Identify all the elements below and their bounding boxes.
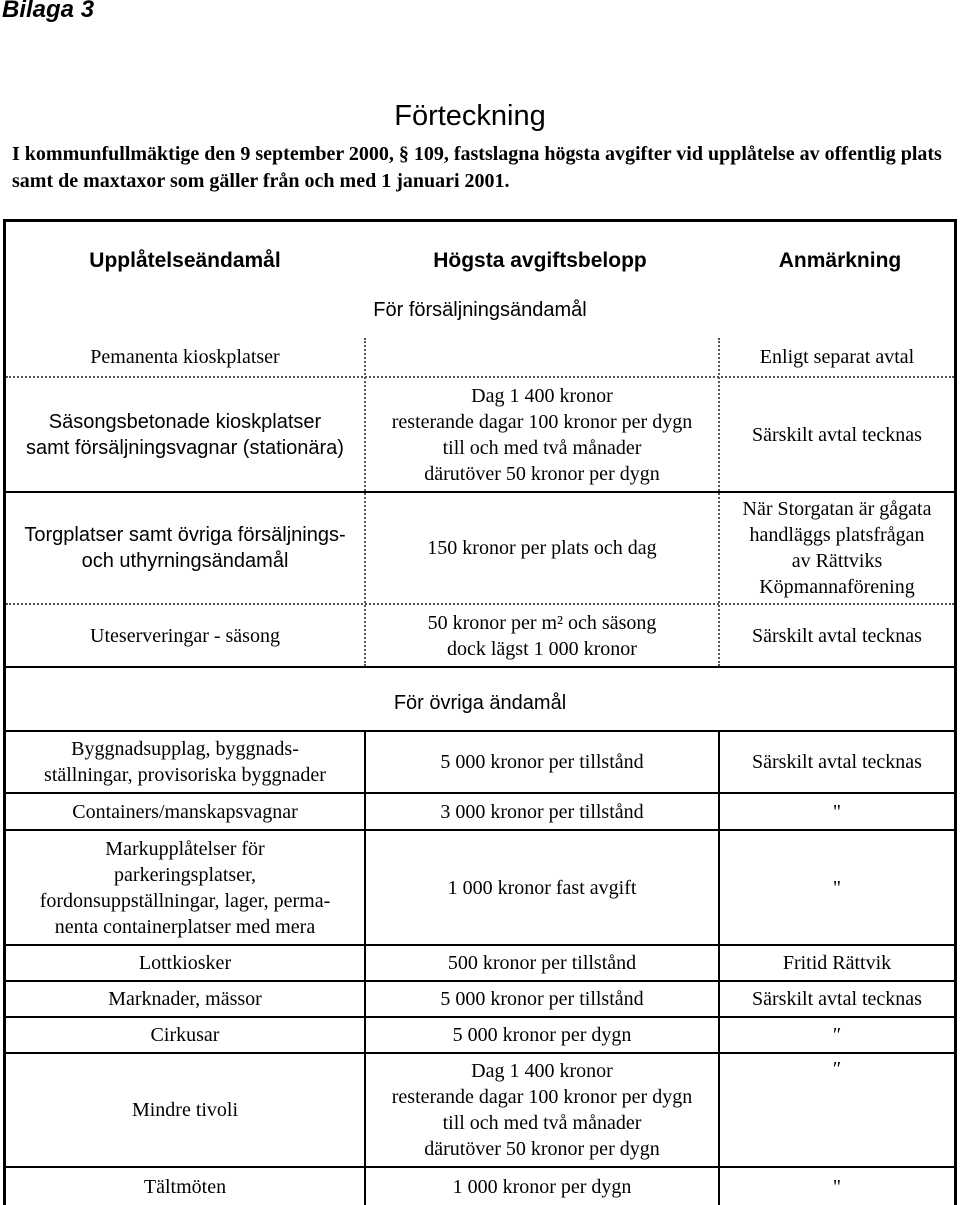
table-row-note: Särskilt avtal tecknas <box>752 988 922 1010</box>
table-row-fee: 3 000 kronor per tillstånd <box>440 800 644 823</box>
table-row-purpose: Cirkusar <box>150 1024 220 1046</box>
table-row-fee <box>366 338 718 376</box>
table-row-fee: Dag 1 400 kronor resterande dagar 100 kronor per dygn till och med två månader därutöver 50 kronor per dygn <box>391 384 693 485</box>
table-row-fee: 50 kronor per m² och säsong dock lägst 1 000 kronor <box>427 611 657 660</box>
column-header-purpose: Upplåtelseändamål <box>89 249 281 272</box>
section-title-sales: För försäljningsändamål <box>373 299 587 321</box>
table-row-purpose: Marknader, mässor <box>108 988 262 1010</box>
table-row-fee: 5 000 kronor per dygn <box>452 1024 632 1046</box>
intro-paragraph: I kommunfullmäktige den 9 september 2000, § 109, fastslagna högsta avgifter vid upplåtelse av offentlig plats samt de maxtaxor som gäller från och med 1 januari 2001. <box>12 143 942 192</box>
table-row-note: " <box>832 876 842 899</box>
table-row-purpose: Byggnadsupplag, byggnads- ställningar, provisoriska byggnader <box>44 738 326 786</box>
section-title-other: För övriga ändamål <box>393 692 567 714</box>
table-row-purpose: Uteserveringar - säsong <box>90 624 280 647</box>
column-header-fee: Högsta avgiftsbelopp <box>433 249 647 272</box>
table-row-note: Särskilt avtal tecknas <box>752 423 922 446</box>
table-row-note: ″ <box>832 1024 842 1046</box>
table-row-purpose: Lottkiosker <box>138 952 232 974</box>
table-row-fee: 150 kronor per plats och dag <box>427 537 657 559</box>
column-header-note: Anmärkning <box>778 249 902 272</box>
table-row-purpose: Pemanenta kioskplatser <box>90 346 280 368</box>
page-title: Förteckning <box>394 100 546 132</box>
table-row-purpose: Mindre tivoli <box>131 1099 239 1121</box>
table-row-note: Fritid Rättvik <box>782 952 892 974</box>
table-row-fee: 5 000 kronor per tillstånd <box>440 988 644 1010</box>
table-row-purpose: Torgplatser samt övriga försäljnings- och uthyrningsändamål <box>24 524 346 572</box>
table-row-note: ″ <box>832 1058 842 1080</box>
table-row-purpose: Containers/manskapsvagnar <box>72 800 298 823</box>
table-row-purpose: Markupplåtelser för parkeringsplatser, fordonsuppställningar, lager, perma- nenta containerplatser med mera <box>39 837 331 938</box>
table-row-note: Särskilt avtal tecknas <box>752 751 922 773</box>
table-row-note: " <box>832 800 842 823</box>
appendix-label: Bilaga 3 <box>2 0 95 23</box>
table-row-fee: 1 000 kronor per dygn <box>452 1175 632 1198</box>
table-row-fee: 5 000 kronor per tillstånd <box>440 751 644 773</box>
table-row-note: " <box>832 1175 842 1198</box>
table-row-note: När Storgatan är gågata handläggs platsfrågan av Rättviks Köpmannaförening <box>742 498 932 598</box>
table-row-fee: 1 000 kronor fast avgift <box>447 876 637 899</box>
table-row-purpose: Säsongsbetonade kioskplatser samt försäljningsvagnar (stationära) <box>26 410 344 459</box>
table-row-fee: Dag 1 400 kronor resterande dagar 100 kronor per dygn till och med två månader därutöver 50 kronor per dygn <box>391 1060 693 1160</box>
table-row-purpose: Tältmöten <box>143 1175 227 1198</box>
table-row-fee: 500 kronor per tillstånd <box>447 952 637 974</box>
table-row-note: Enligt separat avtal <box>759 346 915 368</box>
table-row-note: Särskilt avtal tecknas <box>752 624 922 647</box>
